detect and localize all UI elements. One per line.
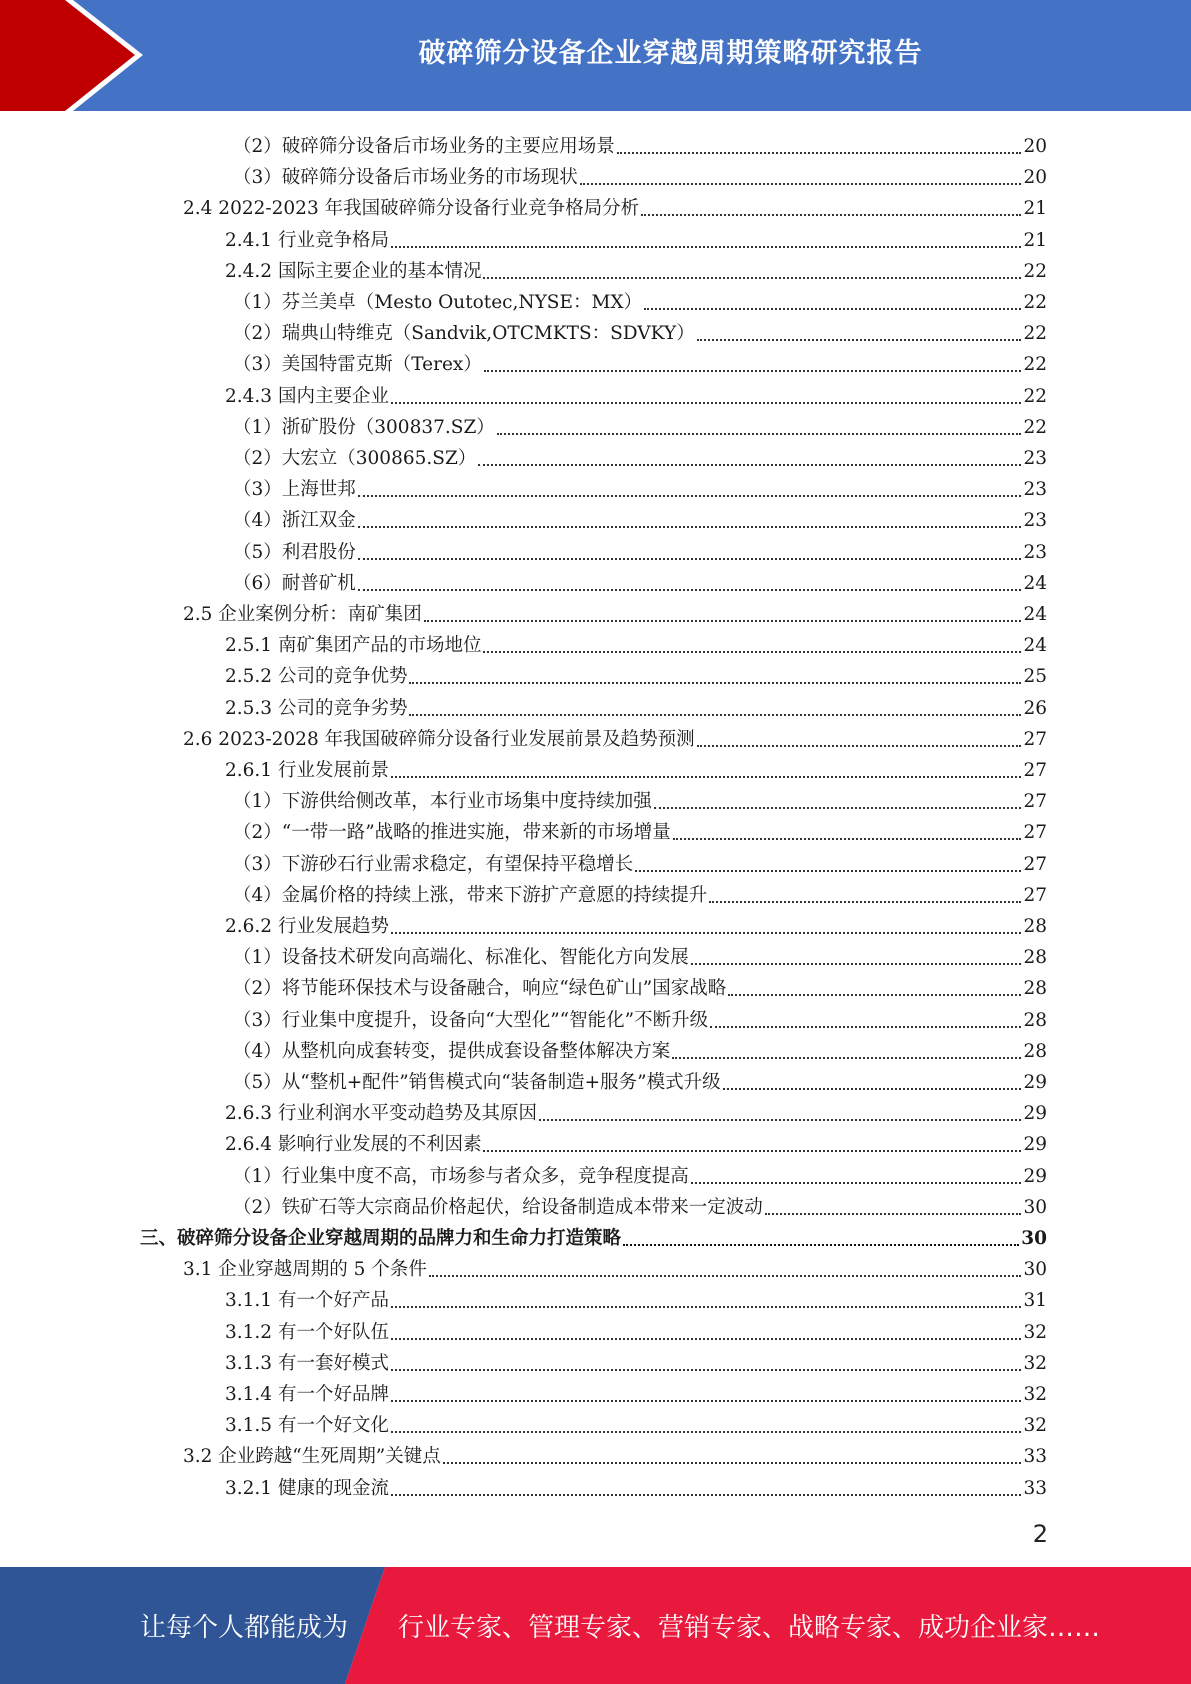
toc-entry[interactable]	[183, 721, 1047, 752]
toc-entry[interactable]	[233, 1064, 1047, 1095]
toc-entry-title: 3.1.1 有一个好产品	[225, 1290, 389, 1312]
toc-entry-page: 25	[1023, 666, 1047, 688]
toc-leader-dots	[358, 495, 1022, 497]
toc-leader-dots	[483, 651, 1021, 653]
toc-entry-page: 28	[1023, 947, 1047, 969]
toc-leader-dots	[691, 963, 1022, 965]
toc-entry-title: （2）将节能环保技术与设备融合，响应“绿色矿山”国家战略	[233, 978, 727, 1000]
toc-leader-dots	[391, 402, 1021, 404]
toc-entry-page: 28	[1023, 978, 1047, 1000]
toc-leader-dots	[391, 1369, 1021, 1371]
toc-entry-title: （3）行业集中度提升，设备向“大型化”“智能化”不断升级	[233, 1009, 709, 1031]
toc-entry-page: 23	[1023, 479, 1047, 501]
toc-entry[interactable]	[233, 471, 1047, 502]
toc-entry-title: 2.4.3 国内主要企业	[225, 385, 389, 407]
toc-entry-page: 23	[1023, 510, 1047, 532]
toc-entry[interactable]	[183, 1251, 1047, 1282]
toc-entry[interactable]	[233, 409, 1047, 440]
toc-entry-title: （1）芬兰美卓（Mesto Outotec,NYSE：MX）	[233, 292, 643, 313]
toc-leader-dots	[424, 620, 1022, 622]
toc-entry-page: 24	[1023, 635, 1047, 657]
toc-leader-dots	[723, 1088, 1022, 1090]
toc-entry[interactable]	[233, 440, 1047, 471]
toc-entry[interactable]	[233, 128, 1047, 159]
toc-entry[interactable]	[225, 627, 1047, 658]
toc-leader-dots	[391, 1400, 1021, 1402]
toc-leader-dots	[709, 901, 1021, 903]
toc-leader-dots	[654, 807, 1022, 809]
toc-entry[interactable]	[225, 1376, 1047, 1407]
toc-entry-page: 33	[1023, 1446, 1047, 1468]
toc-entry-title: 3.2.1 健康的现金流	[225, 1477, 389, 1499]
toc-entry-title: 2.4.2 国际主要企业的基本情况	[225, 260, 482, 282]
footer-slogan-left: 让每个人都能成为	[140, 1613, 349, 1643]
toc-entry[interactable]	[225, 1282, 1047, 1313]
toc-leader-dots	[391, 246, 1021, 248]
toc-leader-dots	[358, 558, 1022, 560]
toc-entry-title: （2）“一带一路”战略的推进实施，带来新的市场增量	[233, 822, 671, 844]
toc-entry-title: （1）下游供给侧改革，本行业市场集中度持续加强	[233, 791, 652, 813]
toc-entry-page: 27	[1023, 884, 1047, 906]
toc-entry[interactable]	[233, 846, 1047, 877]
toc-entry-title: （5）从“整机+配件”销售模式向“装备制造+服务”模式升级	[233, 1072, 721, 1093]
toc-leader-dots	[765, 1213, 1022, 1215]
toc-entry-title: （3）破碎筛分设备后市场业务的市场现状	[233, 167, 578, 189]
toc-entry[interactable]	[225, 908, 1047, 939]
toc-entry-page: 26	[1023, 697, 1047, 719]
toc-entry[interactable]	[225, 1407, 1047, 1438]
toc-entry[interactable]	[225, 378, 1047, 409]
toc-entry[interactable]	[225, 222, 1047, 253]
toc-entry-page: 22	[1023, 323, 1047, 345]
toc-entry-title: 3.1.2 有一个好队伍	[225, 1321, 389, 1343]
toc-leader-dots	[478, 464, 1021, 466]
toc-entry-title: （5）利君股份	[233, 541, 356, 563]
toc-entry-title: 2.4.1 行业竞争格局	[225, 229, 389, 251]
toc-entry-title: 2.6.3 行业利润水平变动趋势及其原因	[225, 1103, 537, 1125]
toc-entry[interactable]	[225, 1126, 1047, 1157]
toc-entry-page: 24	[1023, 604, 1047, 625]
toc-entry[interactable]	[140, 1220, 1047, 1251]
toc-entry-title: （2）瑞典山特维克（Sandvik,OTCMKTS：SDVKY）	[233, 323, 695, 345]
toc-leader-dots	[429, 1275, 1022, 1277]
toc-entry-title: 2.6.4 影响行业发展的不利因素	[225, 1134, 482, 1156]
toc-leader-dots	[623, 1244, 1019, 1246]
toc-entry-title: 3.2 企业跨越“生死周期”关键点	[183, 1446, 441, 1468]
toc-entry-page: 21	[1023, 198, 1047, 220]
toc-entry[interactable]	[233, 1033, 1047, 1064]
toc-entry-page: 28	[1023, 1040, 1047, 1062]
toc-entry-page: 29	[1023, 1165, 1047, 1187]
toc-entry-page: 32	[1023, 1352, 1047, 1374]
toc-leader-dots	[641, 214, 1021, 216]
header-arrow-icon	[0, 0, 150, 111]
toc-entry[interactable]	[233, 534, 1047, 565]
toc-entry-page: 28	[1023, 1009, 1047, 1031]
toc-entry[interactable]	[233, 1002, 1047, 1033]
toc-entry-title: 三、破碎筛分设备企业穿越周期的品牌力和生命力打造策略	[140, 1228, 622, 1249]
toc-entry-title: 2.4 2022-2023 年我国破碎筛分设备行业竞争格局分析	[183, 198, 640, 220]
toc-entry-page: 32	[1023, 1321, 1047, 1343]
toc-leader-dots	[391, 1431, 1021, 1433]
toc-entry-page: 20	[1023, 167, 1047, 189]
toc-entry-page: 27	[1023, 760, 1047, 781]
toc-leader-dots	[635, 870, 1021, 872]
toc-entry-page: 33	[1023, 1477, 1047, 1499]
page-number: 2	[1032, 1520, 1048, 1548]
toc-entry-page: 30	[1023, 1196, 1047, 1218]
toc-leader-dots	[497, 433, 1022, 435]
toc-leader-dots	[580, 183, 1022, 185]
toc-entry-title: 3.1.5 有一个好文化	[225, 1415, 389, 1437]
toc-entry-page: 23	[1023, 448, 1047, 469]
toc-entry-title: 3.1.3 有一套好模式	[225, 1352, 389, 1374]
toc-leader-dots	[539, 1119, 1021, 1121]
toc-leader-dots	[483, 1150, 1021, 1152]
toc-leader-dots	[697, 339, 1022, 341]
toc-entry-page: 22	[1023, 416, 1047, 438]
toc-entry[interactable]	[225, 1095, 1047, 1126]
toc-entry-page: 32	[1023, 1384, 1047, 1405]
toc-entry-title: 2.6.2 行业发展趋势	[225, 916, 389, 937]
toc-entry-page: 22	[1023, 385, 1047, 407]
toc-leader-dots	[391, 776, 1021, 778]
toc-leader-dots	[691, 1182, 1022, 1184]
toc-entry[interactable]	[233, 939, 1047, 970]
toc-leader-dots	[443, 1462, 1022, 1464]
toc-entry[interactable]	[233, 783, 1047, 814]
toc-entry-title: （4）从整机向成套转变，提供成套设备整体解决方案	[233, 1040, 671, 1062]
toc-leader-dots	[409, 714, 1021, 716]
toc-entry-page: 29	[1023, 1103, 1047, 1125]
toc-entry-page: 22	[1023, 260, 1047, 282]
toc-entry[interactable]	[233, 565, 1047, 596]
toc-entry-title: （2）破碎筛分设备后市场业务的主要应用场景	[233, 136, 615, 157]
toc-entry[interactable]	[233, 315, 1047, 346]
toc-entry-title: 3.1 企业穿越周期的 5 个条件	[183, 1259, 427, 1281]
toc-entry-title: （3）下游砂石行业需求稳定，有望保持平稳增长	[233, 853, 634, 875]
toc-leader-dots	[391, 1494, 1021, 1496]
toc-entry[interactable]	[225, 1314, 1047, 1345]
toc-entry-title: （4）金属价格的持续上涨，带来下游扩产意愿的持续提升	[233, 884, 708, 906]
toc-entry[interactable]	[233, 502, 1047, 533]
toc-entry[interactable]	[233, 159, 1047, 190]
toc-entry-page: 22	[1023, 292, 1047, 313]
toc-entry-title: 3.1.4 有一个好品牌	[225, 1384, 389, 1405]
toc-leader-dots	[358, 589, 1022, 591]
toc-leader-dots	[391, 1338, 1021, 1340]
toc-leader-dots	[358, 526, 1022, 528]
toc-leader-dots	[391, 932, 1021, 934]
toc-entry-page: 27	[1023, 853, 1047, 875]
toc-leader-dots	[391, 1306, 1021, 1308]
toc-entry[interactable]	[225, 253, 1047, 284]
toc-leader-dots	[673, 838, 1022, 840]
toc-entry-page: 27	[1023, 822, 1047, 844]
toc-entry[interactable]	[233, 877, 1047, 908]
toc-entry[interactable]	[233, 1158, 1047, 1189]
toc-entry[interactable]	[183, 190, 1047, 221]
toc-entry-title: （2）铁矿石等大宗商品价格起伏，给设备制造成本带来一定波动	[233, 1196, 763, 1218]
toc-entry[interactable]	[225, 690, 1047, 721]
toc-entry[interactable]	[183, 1438, 1047, 1469]
toc-entry-page: 20	[1023, 136, 1047, 157]
toc-entry-page: 29	[1023, 1072, 1047, 1093]
toc-entry-title: 2.6 2023-2028 年我国破碎筛分设备行业发展前景及趋势预测	[183, 728, 695, 750]
toc-entry[interactable]	[233, 346, 1047, 377]
toc-entry-title: 2.5.3 公司的竞争劣势	[225, 697, 408, 719]
toc-entry-title: （3）上海世邦	[233, 479, 356, 501]
toc-entry[interactable]	[225, 1345, 1047, 1376]
toc-leader-dots	[644, 308, 1021, 310]
footer-band	[0, 1567, 1191, 1684]
toc-entry-page: 21	[1023, 229, 1047, 251]
toc-entry[interactable]	[225, 1470, 1047, 1501]
toc-entry-page: 27	[1023, 791, 1047, 813]
toc-entry[interactable]	[183, 596, 1047, 627]
toc-entry-page: 23	[1023, 541, 1047, 563]
toc-entry-page: 28	[1023, 916, 1047, 937]
footer-slogan-right: 行业专家、管理专家、营销专家、战略专家、成功企业家……	[398, 1613, 1101, 1643]
toc-entry-title: （4）浙江双金	[233, 510, 356, 532]
toc-entry-title: 2.6.1 行业发展前景	[225, 760, 389, 781]
toc-entry-page: 22	[1023, 354, 1047, 376]
toc-entry[interactable]	[233, 284, 1047, 315]
toc-leader-dots	[483, 277, 1021, 279]
toc-entry[interactable]	[233, 1189, 1047, 1220]
toc-entry[interactable]	[225, 752, 1047, 783]
toc-entry[interactable]	[233, 970, 1047, 1001]
toc-leader-dots	[728, 994, 1021, 996]
toc-entry-page: 30	[1023, 1259, 1047, 1281]
toc-entry-title: （1）行业集中度不高，市场参与者众多，竞争程度提高	[233, 1165, 689, 1187]
toc-leader-dots	[484, 370, 1022, 372]
document-title: 破碎筛分设备企业穿越周期策略研究报告	[418, 37, 923, 69]
toc-leader-dots	[409, 682, 1021, 684]
toc-leader-dots	[710, 1026, 1021, 1028]
toc-leader-dots	[672, 1057, 1021, 1059]
toc-entry-title: （3）美国特雷克斯（Terex）	[233, 354, 482, 376]
toc-entry-page: 24	[1023, 572, 1047, 594]
toc-entry[interactable]	[233, 814, 1047, 845]
toc-entry-title: （6）耐普矿机	[233, 572, 356, 594]
toc-entry-page: 32	[1023, 1415, 1047, 1437]
toc-leader-dots	[617, 152, 1022, 154]
toc-entry-page: 31	[1023, 1290, 1047, 1312]
toc-leader-dots	[697, 745, 1022, 747]
toc-entry-title: 2.5.2 公司的竞争优势	[225, 666, 408, 688]
toc-entry-title: 2.5 企业案例分析：南矿集团	[183, 604, 422, 625]
toc-entry-title: 2.5.1 南矿集团产品的市场地位	[225, 635, 482, 657]
toc-entry-title: （2）大宏立（300865.SZ）	[233, 448, 477, 469]
toc-entry[interactable]	[225, 658, 1047, 689]
toc-entry-page: 30	[1021, 1228, 1047, 1249]
header-band	[0, 0, 1191, 111]
toc-entry-page: 27	[1023, 728, 1047, 750]
toc-entry-page: 29	[1023, 1134, 1047, 1156]
toc-entry-title: （1）设备技术研发向高端化、标准化、智能化方向发展	[233, 947, 689, 969]
toc-entry-title: （1）浙矿股份（300837.SZ）	[233, 416, 495, 438]
